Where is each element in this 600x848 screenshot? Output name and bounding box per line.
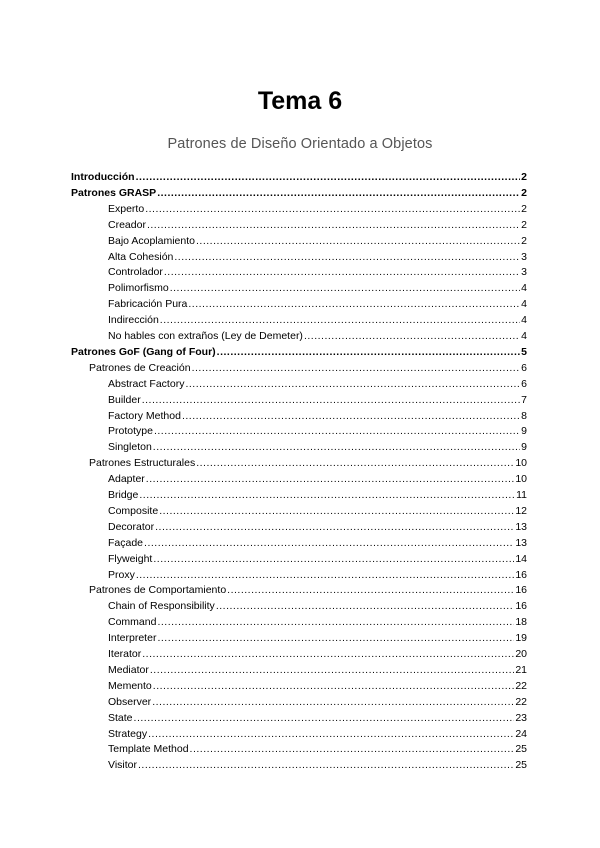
toc-entry-page-number: 16 bbox=[515, 600, 527, 613]
toc-entry-title: State bbox=[108, 711, 133, 724]
toc-dot-leader bbox=[150, 662, 514, 678]
toc-entry[interactable] bbox=[89, 455, 527, 471]
toc-entry[interactable] bbox=[108, 264, 527, 280]
toc-entry-page-number: 12 bbox=[515, 504, 527, 517]
toc-entry-title: Memento bbox=[108, 679, 152, 692]
toc-entry[interactable] bbox=[108, 423, 527, 439]
toc-dot-leader bbox=[153, 439, 520, 455]
toc-entry[interactable] bbox=[71, 169, 527, 185]
toc-entry-page-number: 13 bbox=[515, 536, 527, 549]
toc-entry-title: Proxy bbox=[108, 568, 135, 581]
toc-entry-page-number: 7 bbox=[521, 393, 527, 406]
toc-entry-page-number: 4 bbox=[521, 314, 527, 327]
toc-dot-leader bbox=[188, 296, 520, 312]
toc-dot-leader bbox=[147, 217, 520, 233]
toc-entry-title: Controlador bbox=[108, 266, 163, 279]
toc-entry-title: Adapter bbox=[108, 473, 145, 486]
toc-entry-page-number: 22 bbox=[515, 695, 527, 708]
toc-dot-leader bbox=[144, 535, 514, 551]
toc-entry-title: Creador bbox=[108, 218, 146, 231]
toc-entry[interactable] bbox=[108, 662, 527, 678]
toc-entry[interactable] bbox=[108, 408, 527, 424]
toc-entry[interactable] bbox=[108, 678, 527, 694]
toc-dot-leader bbox=[142, 392, 520, 408]
toc-entry-title: Patrones Estructurales bbox=[89, 457, 196, 470]
toc-dot-leader bbox=[216, 598, 515, 614]
toc-entry[interactable] bbox=[108, 757, 527, 773]
toc-entry-page-number: 3 bbox=[521, 250, 527, 263]
toc-dot-leader bbox=[196, 233, 520, 249]
toc-entry-title: Strategy bbox=[108, 727, 148, 740]
toc-dot-leader bbox=[155, 519, 514, 535]
toc-dot-leader bbox=[138, 757, 514, 773]
toc-dot-leader bbox=[157, 630, 514, 646]
toc-entry-page-number: 3 bbox=[521, 266, 527, 279]
toc-dot-leader bbox=[139, 487, 515, 503]
toc-entry[interactable] bbox=[108, 741, 527, 757]
toc-entry-page-number: 2 bbox=[521, 171, 527, 183]
toc-entry[interactable] bbox=[89, 360, 527, 376]
toc-entry-title: Bajo Acoplamiento bbox=[108, 234, 195, 247]
toc-dot-leader bbox=[196, 455, 514, 471]
toc-entry-title: Introducción bbox=[71, 171, 135, 183]
toc-entry-title: Builder bbox=[108, 393, 141, 406]
toc-dot-leader bbox=[145, 201, 520, 217]
toc-entry-title: No hables con extraños (Ley de Demeter) bbox=[108, 330, 303, 342]
toc-entry-page-number: 22 bbox=[515, 679, 527, 692]
toc-entry-title: Patrones GoF (Gang of Four) bbox=[71, 345, 216, 358]
toc-entry[interactable] bbox=[89, 582, 527, 598]
toc-entry-title: Singleton bbox=[108, 441, 152, 454]
toc-entry-title: Chain of Responsibility bbox=[108, 600, 215, 613]
toc-entry-page-number: 14 bbox=[515, 552, 527, 565]
document-title: Tema 6 bbox=[257, 87, 343, 115]
toc-dot-leader bbox=[153, 551, 514, 567]
toc-dot-leader bbox=[174, 249, 520, 265]
toc-dot-leader bbox=[160, 312, 520, 328]
toc-entry[interactable] bbox=[108, 726, 527, 742]
toc-entry-page-number: 9 bbox=[521, 425, 527, 438]
toc-entry-page-number: 4 bbox=[521, 298, 527, 311]
toc-dot-leader bbox=[185, 376, 520, 392]
toc-entry-page-number: 2 bbox=[521, 186, 527, 199]
toc-entry-page-number: 6 bbox=[521, 377, 527, 390]
toc-entry-title: Patrones GRASP bbox=[71, 186, 157, 199]
toc-entry-page-number: 21 bbox=[515, 663, 527, 676]
toc-entry-title: Interpreter bbox=[108, 632, 157, 645]
toc-entry-page-number: 10 bbox=[515, 457, 527, 470]
toc-entry-page-number: 23 bbox=[515, 711, 527, 724]
toc-dot-leader bbox=[217, 344, 520, 360]
toc-entry[interactable] bbox=[108, 217, 527, 233]
toc-entry[interactable] bbox=[108, 519, 527, 535]
toc-dot-leader bbox=[153, 678, 515, 694]
toc-dot-leader bbox=[157, 614, 514, 630]
toc-entry-page-number: 4 bbox=[521, 282, 527, 295]
toc-entry-title: Indirección bbox=[108, 314, 159, 327]
toc-entry-page-number: 18 bbox=[515, 616, 527, 629]
toc-dot-leader bbox=[227, 582, 514, 598]
toc-entry-page-number: 6 bbox=[521, 361, 527, 374]
toc-entry[interactable] bbox=[108, 296, 527, 312]
toc-entry-title: Command bbox=[108, 616, 157, 629]
toc-entry-title: Bridge bbox=[108, 489, 139, 501]
toc-entry-page-number: 2 bbox=[521, 234, 527, 247]
toc-entry-title: Factory Method bbox=[108, 409, 181, 422]
toc-entry[interactable] bbox=[108, 376, 527, 392]
toc-entry[interactable] bbox=[108, 233, 527, 249]
toc-dot-leader bbox=[157, 185, 520, 201]
toc-entry-page-number: 5 bbox=[521, 345, 527, 358]
toc-dot-leader bbox=[190, 741, 515, 757]
toc-entry[interactable] bbox=[108, 280, 527, 296]
toc-entry-title: Experto bbox=[108, 202, 145, 215]
toc-entry-page-number: 25 bbox=[515, 743, 527, 756]
toc-dot-leader bbox=[159, 503, 514, 519]
toc-entry[interactable] bbox=[108, 503, 527, 519]
toc-entry-title: Patrones de Creación bbox=[89, 361, 191, 374]
toc-entry-page-number: 2 bbox=[521, 218, 527, 231]
toc-entry-title: Composite bbox=[108, 504, 159, 517]
toc-entry-title: Abstract Factory bbox=[108, 377, 185, 390]
toc-entry[interactable] bbox=[108, 598, 527, 614]
toc-dot-leader bbox=[170, 280, 520, 296]
toc-entry[interactable] bbox=[108, 551, 527, 567]
toc-entry[interactable] bbox=[108, 614, 527, 630]
toc-entry-title: Polimorfismo bbox=[108, 282, 169, 295]
toc-dot-leader bbox=[146, 471, 515, 487]
toc-entry-page-number: 2 bbox=[521, 202, 527, 215]
toc-entry-page-number: 16 bbox=[515, 584, 527, 597]
toc-entry-page-number: 25 bbox=[515, 759, 527, 772]
toc-entry[interactable] bbox=[108, 439, 527, 455]
toc-entry-title: Observer bbox=[108, 695, 152, 708]
toc-entry[interactable] bbox=[108, 694, 527, 710]
toc-entry-page-number: 24 bbox=[515, 727, 527, 740]
toc-entry[interactable] bbox=[108, 392, 527, 408]
toc-entry[interactable] bbox=[108, 487, 527, 503]
toc-entry-page-number: 4 bbox=[521, 330, 527, 342]
toc-entry[interactable] bbox=[71, 185, 527, 201]
toc-dot-leader bbox=[164, 264, 520, 280]
toc-entry-title: Template Method bbox=[108, 743, 189, 756]
toc-entry-page-number: 13 bbox=[515, 520, 527, 533]
toc-entry[interactable] bbox=[108, 249, 527, 265]
toc-entry-title: Mediator bbox=[108, 663, 149, 676]
toc-dot-leader bbox=[148, 726, 514, 742]
toc-dot-leader bbox=[304, 328, 520, 344]
toc-entry-page-number: 10 bbox=[515, 473, 527, 486]
toc-entry-title: Flyweight bbox=[108, 552, 153, 565]
toc-entry[interactable] bbox=[108, 201, 527, 217]
toc-entry-title: Iterator bbox=[108, 648, 142, 660]
document-subtitle: Patrones de Diseño Orientado a Objetos bbox=[167, 136, 433, 152]
toc-entry-page-number: 9 bbox=[521, 441, 527, 454]
toc-entry-title: Patrones de Comportamiento bbox=[89, 584, 227, 597]
toc-entry-title: Decorator bbox=[108, 520, 155, 533]
toc-entry-title: Alta Cohesión bbox=[108, 250, 174, 263]
toc-dot-leader bbox=[152, 694, 514, 710]
toc-dot-leader bbox=[142, 646, 514, 662]
toc-entry[interactable] bbox=[108, 535, 527, 551]
toc-dot-leader bbox=[154, 423, 520, 439]
toc-entry[interactable] bbox=[108, 312, 527, 328]
toc-entry-title: Fabricación Pura bbox=[108, 298, 188, 311]
toc-entry[interactable] bbox=[108, 646, 527, 662]
toc-dot-leader bbox=[192, 360, 521, 376]
toc-entry[interactable] bbox=[108, 471, 527, 487]
toc-entry[interactable] bbox=[108, 567, 527, 583]
toc-dot-leader bbox=[182, 408, 520, 424]
toc-entry-title: Façade bbox=[108, 536, 144, 549]
toc-dot-leader bbox=[136, 567, 514, 583]
toc-entry[interactable] bbox=[108, 328, 527, 344]
toc-entry-page-number: 16 bbox=[515, 568, 527, 581]
toc-entry-page-number: 20 bbox=[515, 648, 527, 660]
toc-dot-leader bbox=[134, 710, 515, 726]
toc-entry-page-number: 8 bbox=[521, 409, 527, 422]
toc-entry-title: Visitor bbox=[108, 759, 137, 772]
toc-dot-leader bbox=[136, 169, 521, 185]
toc-entry[interactable] bbox=[108, 710, 527, 726]
toc-entry-page-number: 19 bbox=[515, 632, 527, 645]
toc-entry[interactable] bbox=[108, 630, 527, 646]
toc-entry-title: Prototype bbox=[108, 425, 153, 438]
toc-entry[interactable] bbox=[71, 344, 527, 360]
toc-entry-page-number: 11 bbox=[516, 489, 527, 501]
